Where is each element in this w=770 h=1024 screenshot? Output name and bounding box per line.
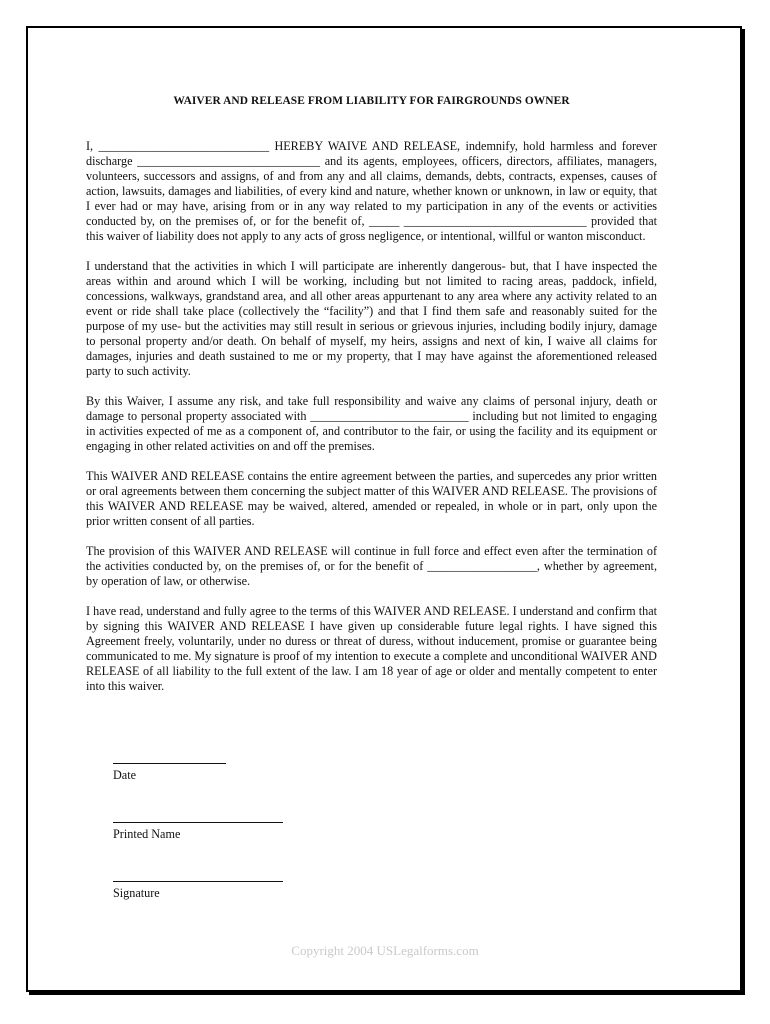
copyright-watermark: Copyright 2004 USLegalforms.com <box>291 943 479 958</box>
printed-name-field[interactable] <box>113 822 283 841</box>
signature-field[interactable] <box>113 881 283 900</box>
paragraph-entire-agreement: This WAIVER AND RELEASE contains the entire agreement between the parties, and supercedes any prior written or oral agreements between them concerning the subject matter of this WAIVER AND RELEASE. The provisions of this WAIVER AND RELEASE may be waived, altered, amended or repealed, in whole or in part, only upon the prior written consent of all parties. <box>86 469 657 528</box>
date-label: Date <box>113 768 137 782</box>
printed-name-line[interactable] <box>113 822 283 823</box>
date-line[interactable] <box>113 763 226 764</box>
document-title: WAIVER AND RELEASE FROM LIABILITY FOR FAIRGROUNDS OWNER <box>173 95 570 107</box>
paragraph-assumption-of-risk: By this Waiver, I assume any risk, and take full responsibility and waive any claims of personal injury, death or damage to personal property associated with __________________________ including but not limited to engaging in activities expected of me as a component of, and contributor to the fair, or using the facility and its equipment or engaging in other related activities on and off the premises. <box>86 394 657 453</box>
paragraph-understanding: I understand that the activities in which I will participate are inherently dangerous- but, that I have inspected the areas within and around which I will be working, including but not limited to racing areas, paddock, infield, concessions, walkways, grandstand area, and all other areas appurtenant to any area where any activity related to an event or ride shall take place (collectively the “facility”) and that I find them safe and reasonably suited for the purpose of my use- but the activities may still result in serious or grievous injuries, including bodily injury, damage to personal property and/or death. On behalf of myself, my heirs, assigns and next of kin, I waive all claims for damages, injuries and death sustained to me or my property, that I may have against the aforementioned released party to such activity. <box>86 259 657 378</box>
printed-name-label: Printed Name <box>113 827 181 841</box>
document-body <box>86 90 657 709</box>
paragraph-release: I, ____________________________ HEREBY WAIVE AND RELEASE, indemnify, hold harmless and forever discharge ______________________________ and its agents, employees, officers, directors, affiliates, managers, volunteers, successors and assigns, of and from any and all claims, demands, debts, contracts, expenses, causes of action, lawsuits, damages and liabilities, of every kind and nature, whether known or unknown, in law or equity, that I ever had or may have, arising from or in any way related to my participation in any of the events or activities conducted by, on the premises of, or for the benefit of, _____ ______________________________ provided that this waiver of liability does not apply to any acts of gross negligence, or intentional, willful or wanton misconduct. <box>86 139 657 243</box>
paragraph-acknowledgement: I have read, understand and fully agree to the terms of this WAIVER AND RELEASE. I understand and confirm that by signing this WAIVER AND RELEASE I have given up considerable future legal rights. I have signed this Agreement freely, voluntarily, under no duress or threat of duress, without inducement, promise or guarantee being communicated to me. My signature is proof of my intention to execute a complete and unconditional WAIVER AND RELEASE of all liability to the full extent of the law. I am 18 year of age or older and mentally competent to enter into this waiver. <box>86 604 657 693</box>
paragraph-survival: The provision of this WAIVER AND RELEASE will continue in full force and effect even after the termination of the activities conducted by, on the premises of, or for the benefit of __________________, whether by agreement, by operation of law, or otherwise. <box>86 544 657 588</box>
date-field[interactable] <box>113 763 226 782</box>
signature-label: Signature <box>113 886 160 900</box>
signature-line[interactable] <box>113 881 283 882</box>
